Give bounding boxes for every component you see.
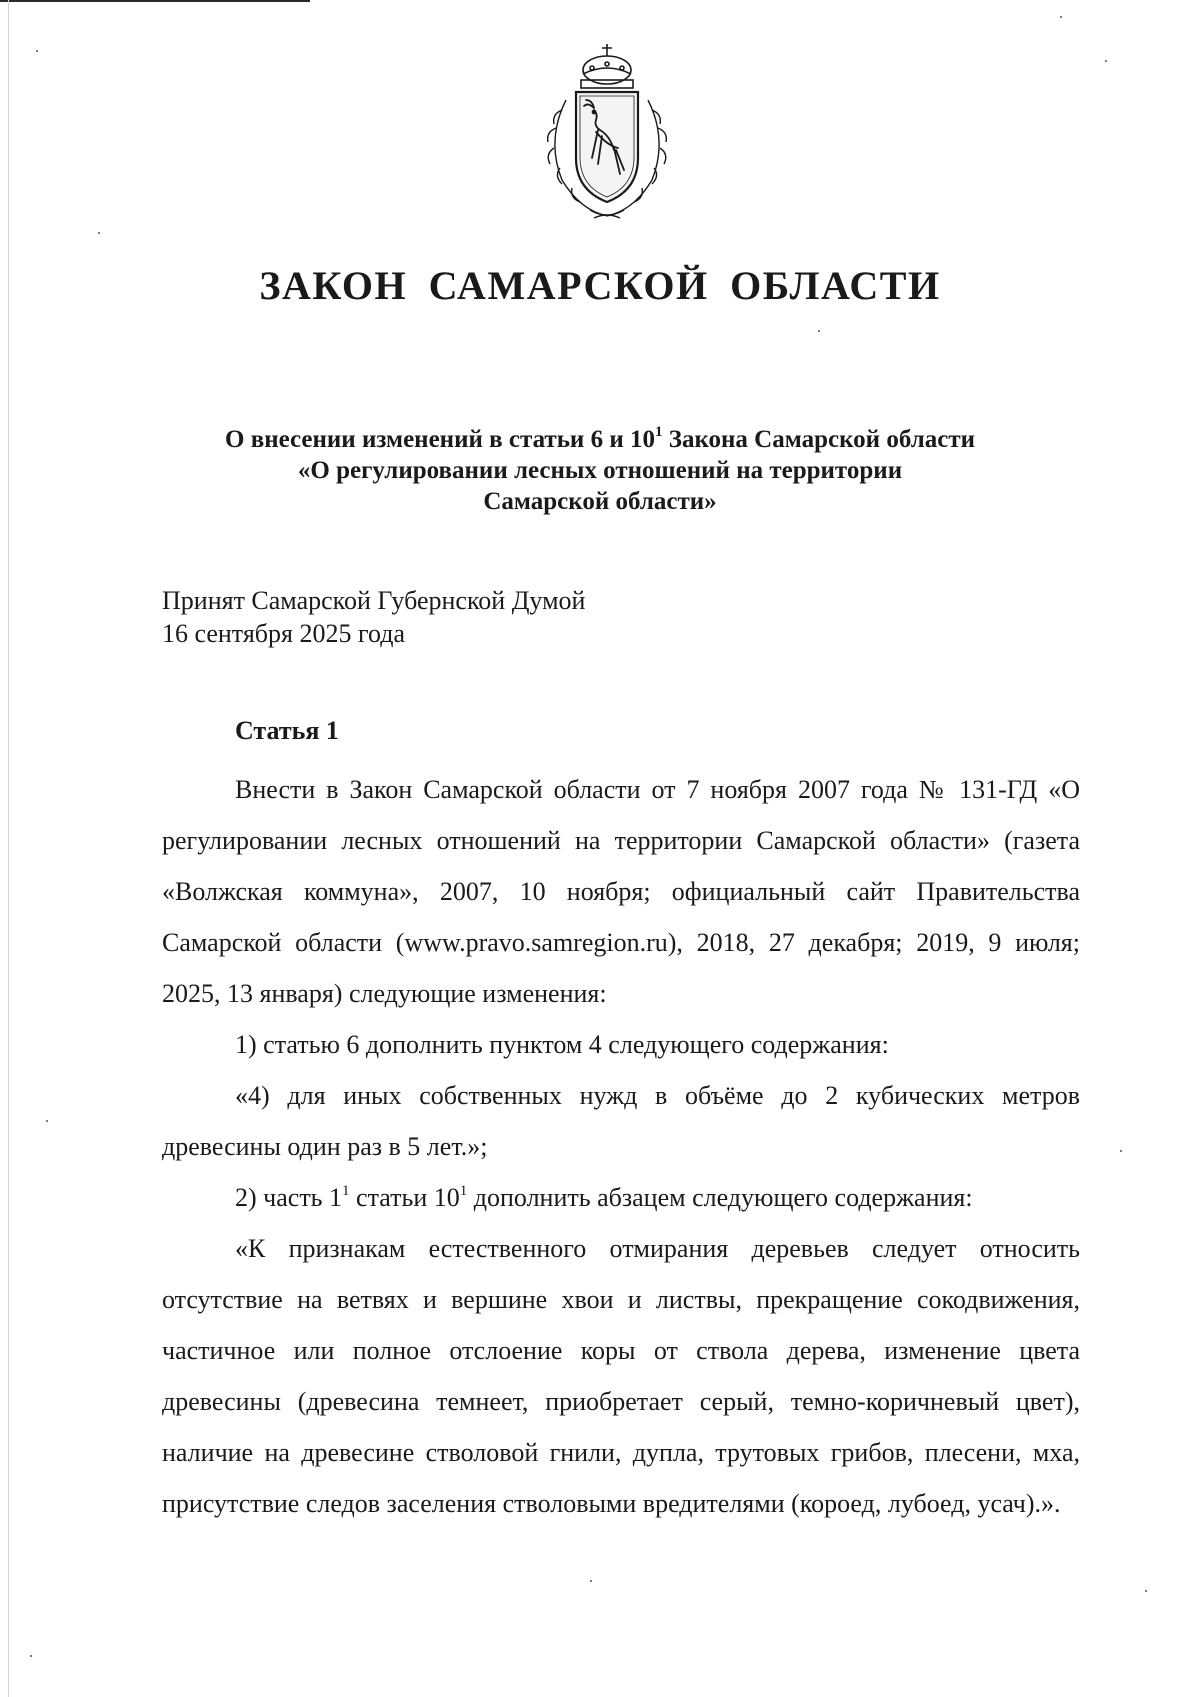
scan-speck bbox=[1145, 1590, 1147, 1592]
subject-line3: Самарской области» bbox=[483, 488, 717, 515]
subject-line1-sup: 1 bbox=[655, 424, 663, 440]
subject-line1-after: Закона Самарской области bbox=[662, 426, 975, 453]
scan-speck bbox=[1120, 1150, 1122, 1152]
article-item2-text: «К признакам естественного отмирания деревьев следует относить отсутствие на ветвях и вершине хвои и листвы, прекращение сокодвижения, частичное или полное отслоение коры от ствола дерева, изменение цвета древесины (древесина темнеет, приобретает серый, темно-коричневый цвет), наличие на древесине стволовой гнили, дупла, трутовых грибов, плесени, мха, присутствие следов заселения стволовыми вредителями (короед, лубоед, усач).». bbox=[162, 1234, 1080, 1518]
item2-part-a: 2) часть 1 bbox=[235, 1183, 343, 1212]
law-heading: ЗАКОН САМАРСКОЙ ОБЛАСТИ bbox=[259, 263, 941, 308]
subject-line1-before: О внесении изменений в статьи 6 и 10 bbox=[225, 426, 655, 453]
scan-speck bbox=[590, 1580, 592, 1582]
adoption-body: Принят Самарской Губернской Думой bbox=[162, 586, 586, 615]
item2-sup-b: 1 bbox=[459, 1183, 468, 1199]
item2-part-c: дополнить абзацем следующего содержания: bbox=[467, 1183, 973, 1212]
law-subject bbox=[120, 424, 1080, 517]
adoption-date: 16 сентября 2025 года bbox=[162, 619, 406, 648]
scan-speck bbox=[818, 330, 820, 332]
scan-speck bbox=[98, 232, 100, 234]
scan-speck bbox=[46, 1120, 48, 1122]
samara-coat-of-arms-icon bbox=[532, 40, 682, 226]
scan-edge-left bbox=[8, 0, 9, 1697]
adoption-info bbox=[162, 584, 762, 650]
scan-speck bbox=[30, 1655, 32, 1657]
item2-sup-a: 1 bbox=[342, 1183, 350, 1199]
scan-edge-top bbox=[0, 0, 310, 2]
subject-line2: «О регулировании лесных отношений на территории bbox=[297, 457, 903, 484]
article-body bbox=[162, 764, 1080, 1529]
article-title: Статья 1 bbox=[235, 716, 339, 745]
article-item1: 1) статью 6 дополнить пунктом 4 следующего содержания: bbox=[235, 1030, 889, 1059]
article-intro: Внести в Закон Самарской области от 7 ноября 2007 года № 131-ГД «О регулировании лесных отношений на территории Самарской области» (газета «Волжская коммуна», 2007, 10 ноября; официальный сайт Правительства Самарской области (www.pravo.samregion.ru), 2018, 27 декабря; 2019, 9 июля; 2025, 13 января) следующие изменения: bbox=[162, 775, 1080, 1008]
item2-part-b: статьи 10 bbox=[349, 1183, 460, 1212]
scan-speck bbox=[36, 50, 38, 52]
scan-speck bbox=[1105, 60, 1107, 62]
scan-speck bbox=[1060, 16, 1062, 18]
article-item1-text: «4) для иных собственных нужд в объёме до 2 кубических метров древесины один раз в 5 лет.»; bbox=[162, 1081, 1080, 1161]
article-item2 bbox=[162, 1172, 1080, 1223]
